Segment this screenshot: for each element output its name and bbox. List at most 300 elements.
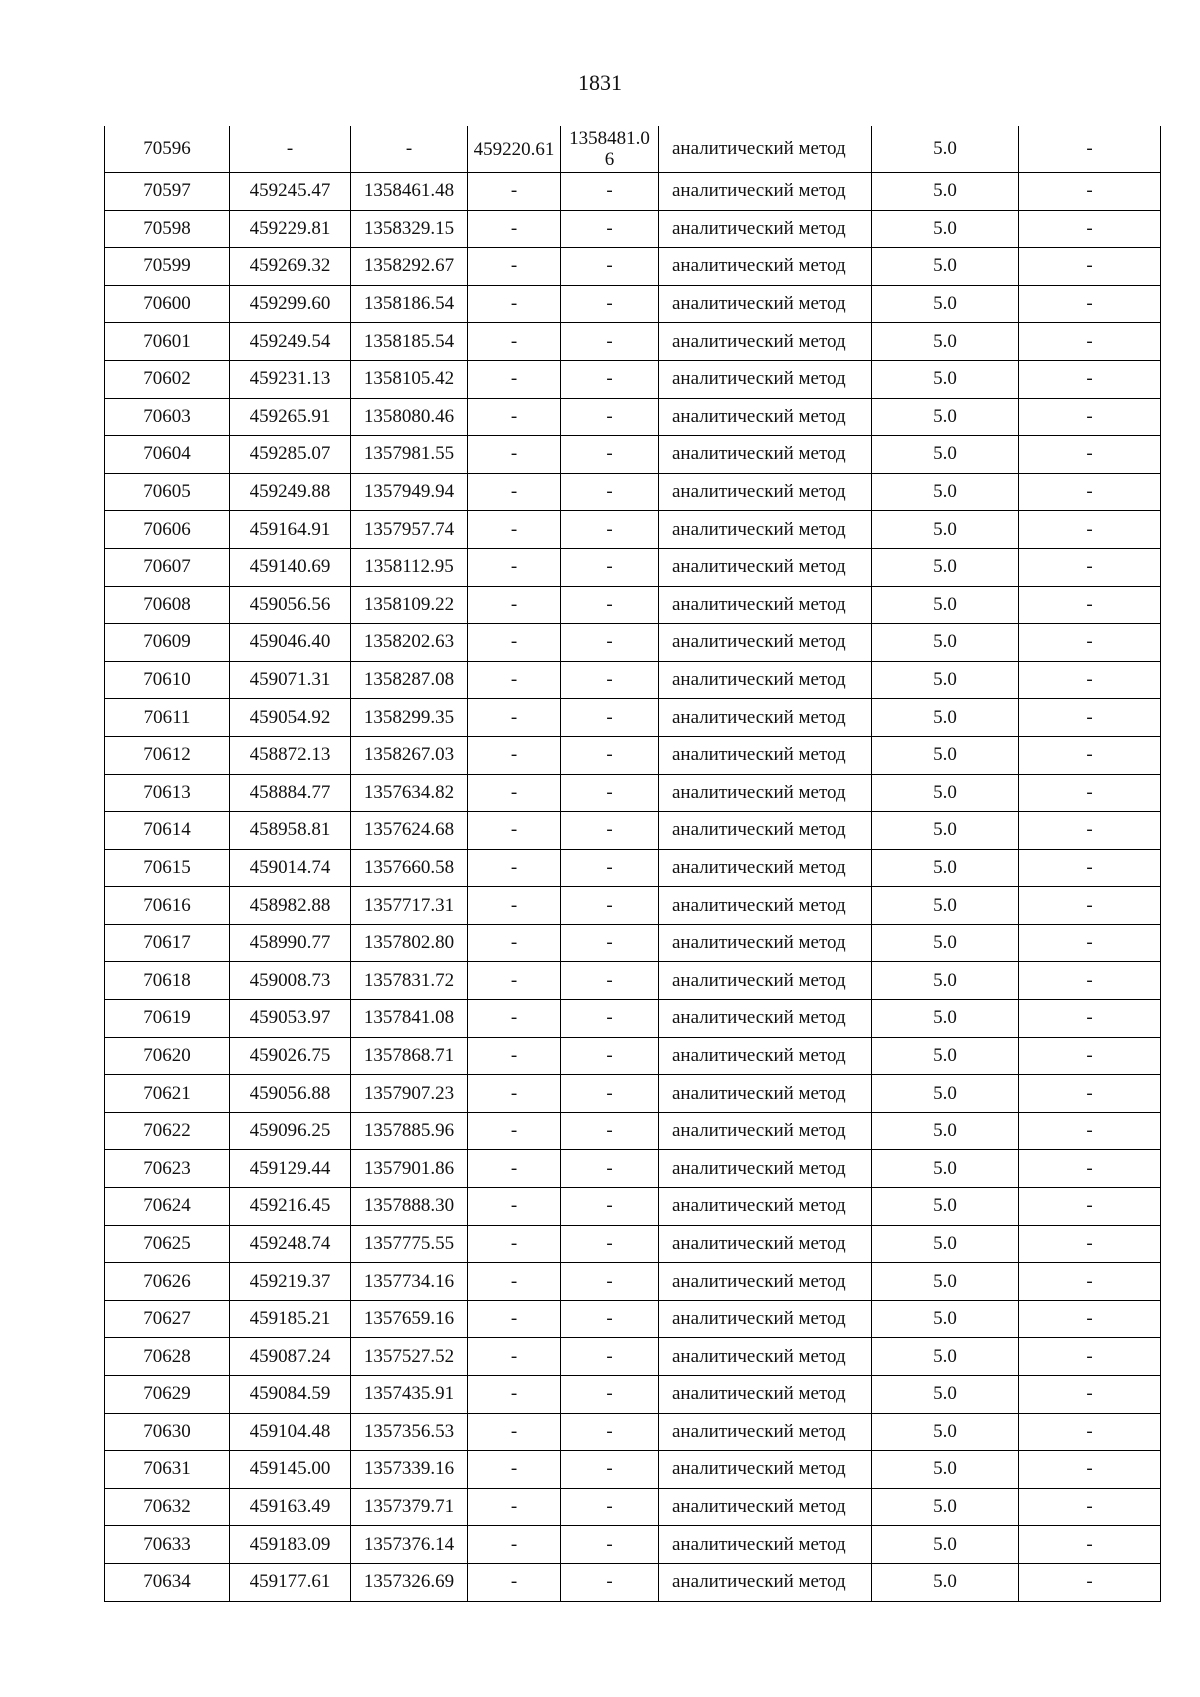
note-cell: -: [1019, 1526, 1161, 1564]
x-new-cell: -: [468, 1000, 561, 1038]
accuracy-cell: 5.0: [872, 699, 1019, 737]
x-coordinate-cell: 458884.77: [230, 774, 351, 812]
y-coordinate-cell: 1357356.53: [351, 1413, 468, 1451]
x-coordinate-cell: 459104.48: [230, 1413, 351, 1451]
accuracy-cell: 5.0: [872, 473, 1019, 511]
method-cell: аналитический метод: [659, 1000, 872, 1038]
x-coordinate-cell: 459285.07: [230, 436, 351, 474]
y-coordinate-cell: 1357981.55: [351, 436, 468, 474]
accuracy-cell: 5.0: [872, 736, 1019, 774]
y-new-cell: -: [561, 398, 659, 436]
y-new-cell: -: [561, 1150, 659, 1188]
method-cell: аналитический метод: [659, 1563, 872, 1601]
y-new-cell: -: [561, 1225, 659, 1263]
y-new-cell: -: [561, 849, 659, 887]
y-coordinate-cell: 1357885.96: [351, 1112, 468, 1150]
method-cell: аналитический метод: [659, 173, 872, 211]
y-new-cell: -: [561, 1300, 659, 1338]
note-cell: -: [1019, 1150, 1161, 1188]
method-cell: аналитический метод: [659, 248, 872, 286]
method-cell: аналитический метод: [659, 736, 872, 774]
note-cell: -: [1019, 699, 1161, 737]
x-coordinate-cell: 459129.44: [230, 1150, 351, 1188]
y-coordinate-cell: 1358109.22: [351, 586, 468, 624]
note-cell: -: [1019, 661, 1161, 699]
point-number-cell: 70600: [105, 285, 230, 323]
point-number-cell: 70619: [105, 1000, 230, 1038]
method-cell: аналитический метод: [659, 323, 872, 361]
x-coordinate-cell: 459269.32: [230, 248, 351, 286]
x-new-cell: -: [468, 1300, 561, 1338]
accuracy-cell: 5.0: [872, 173, 1019, 211]
table-row: [105, 586, 1161, 624]
y-coordinate-cell: 1357326.69: [351, 1563, 468, 1601]
table-row: [105, 1188, 1161, 1226]
y-new-cell: -: [561, 436, 659, 474]
accuracy-cell: 5.0: [872, 887, 1019, 925]
point-number-cell: 70608: [105, 586, 230, 624]
y-coordinate-cell: -: [351, 126, 468, 173]
method-cell: аналитический метод: [659, 586, 872, 624]
x-new-cell: -: [468, 624, 561, 662]
y-coordinate-cell: 1357435.91: [351, 1376, 468, 1414]
method-cell: аналитический метод: [659, 473, 872, 511]
point-number-cell: 70623: [105, 1150, 230, 1188]
y-new-cell: -: [561, 1000, 659, 1038]
note-cell: -: [1019, 1451, 1161, 1489]
x-new-cell: -: [468, 1112, 561, 1150]
accuracy-cell: 5.0: [872, 360, 1019, 398]
accuracy-cell: 5.0: [872, 1112, 1019, 1150]
note-cell: -: [1019, 210, 1161, 248]
y-coordinate-cell: 1358105.42: [351, 360, 468, 398]
y-new-cell: -: [561, 548, 659, 586]
accuracy-cell: 5.0: [872, 126, 1019, 173]
note-cell: -: [1019, 962, 1161, 1000]
table-row: [105, 436, 1161, 474]
y-coordinate-cell: 1357527.52: [351, 1338, 468, 1376]
accuracy-cell: 5.0: [872, 1526, 1019, 1564]
x-new-cell: -: [468, 1263, 561, 1301]
point-number-cell: 70609: [105, 624, 230, 662]
x-new-cell: -: [468, 511, 561, 549]
x-coordinate-cell: 459177.61: [230, 1563, 351, 1601]
method-cell: аналитический метод: [659, 126, 872, 173]
note-cell: -: [1019, 398, 1161, 436]
x-new-cell: -: [468, 436, 561, 474]
point-number-cell: 70618: [105, 962, 230, 1000]
note-cell: -: [1019, 1225, 1161, 1263]
table-row: [105, 173, 1161, 211]
point-number-cell: 70631: [105, 1451, 230, 1489]
x-coordinate-cell: 459299.60: [230, 285, 351, 323]
x-new-cell: -: [468, 1451, 561, 1489]
y-coordinate-cell: 1357734.16: [351, 1263, 468, 1301]
y-new-cell: -: [561, 1263, 659, 1301]
point-number-cell: 70632: [105, 1488, 230, 1526]
accuracy-cell: 5.0: [872, 1037, 1019, 1075]
note-cell: -: [1019, 360, 1161, 398]
note-cell: -: [1019, 1300, 1161, 1338]
accuracy-cell: 5.0: [872, 1413, 1019, 1451]
accuracy-cell: 5.0: [872, 1000, 1019, 1038]
point-number-cell: 70604: [105, 436, 230, 474]
table-row: [105, 1338, 1161, 1376]
method-cell: аналитический метод: [659, 398, 872, 436]
table-row: [105, 1075, 1161, 1113]
y-coordinate-cell: 1357775.55: [351, 1225, 468, 1263]
note-cell: -: [1019, 1413, 1161, 1451]
note-cell: -: [1019, 473, 1161, 511]
x-new-cell: -: [468, 1526, 561, 1564]
point-number-cell: 70624: [105, 1188, 230, 1226]
y-coordinate-cell: 1357339.16: [351, 1451, 468, 1489]
x-coordinate-cell: 459229.81: [230, 210, 351, 248]
note-cell: -: [1019, 736, 1161, 774]
y-new-cell: -: [561, 323, 659, 361]
y-coordinate-cell: 1357888.30: [351, 1188, 468, 1226]
table-row: [105, 887, 1161, 925]
x-coordinate-cell: 459026.75: [230, 1037, 351, 1075]
y-new-cell: -: [561, 1188, 659, 1226]
accuracy-cell: 5.0: [872, 924, 1019, 962]
accuracy-cell: 5.0: [872, 962, 1019, 1000]
note-cell: -: [1019, 1075, 1161, 1113]
point-number-cell: 70614: [105, 812, 230, 850]
accuracy-cell: 5.0: [872, 1488, 1019, 1526]
accuracy-cell: 5.0: [872, 812, 1019, 850]
method-cell: аналитический метод: [659, 1037, 872, 1075]
table-row: [105, 511, 1161, 549]
x-new-cell: -: [468, 1188, 561, 1226]
y-new-cell: -: [561, 586, 659, 624]
y-new-cell: -: [561, 962, 659, 1000]
note-cell: -: [1019, 511, 1161, 549]
method-cell: аналитический метод: [659, 812, 872, 850]
method-cell: аналитический метод: [659, 1112, 872, 1150]
table-row: [105, 1037, 1161, 1075]
y-new-cell: -: [561, 661, 659, 699]
accuracy-cell: 5.0: [872, 1300, 1019, 1338]
y-coordinate-cell: 1358202.63: [351, 624, 468, 662]
y-coordinate-cell: 1357868.71: [351, 1037, 468, 1075]
point-number-cell: 70628: [105, 1338, 230, 1376]
x-coordinate-cell: 459087.24: [230, 1338, 351, 1376]
accuracy-cell: 5.0: [872, 624, 1019, 662]
x-new-cell: -: [468, 1413, 561, 1451]
table-row: [105, 774, 1161, 812]
table-row: [105, 699, 1161, 737]
coordinates-table: [104, 126, 1161, 1602]
point-number-cell: 70630: [105, 1413, 230, 1451]
accuracy-cell: 5.0: [872, 1188, 1019, 1226]
x-new-cell: -: [468, 173, 561, 211]
table-row: [105, 924, 1161, 962]
note-cell: -: [1019, 285, 1161, 323]
y-new-cell: -: [561, 285, 659, 323]
x-new-cell: -: [468, 548, 561, 586]
method-cell: аналитический метод: [659, 849, 872, 887]
y-coordinate-cell: 1357379.71: [351, 1488, 468, 1526]
point-number-cell: 70621: [105, 1075, 230, 1113]
table-row: [105, 360, 1161, 398]
note-cell: -: [1019, 1338, 1161, 1376]
table-row: [105, 126, 1161, 173]
y-new-cell: -: [561, 624, 659, 662]
table-row: [105, 1000, 1161, 1038]
y-coordinate-cell: 1357949.94: [351, 473, 468, 511]
x-new-cell: -: [468, 699, 561, 737]
y-new-cell: -: [561, 248, 659, 286]
y-coordinate-cell: 1358287.08: [351, 661, 468, 699]
y-new-cell: -: [561, 473, 659, 511]
x-new-cell: -: [468, 398, 561, 436]
y-new-cell: -: [561, 1112, 659, 1150]
y-new-cell: -: [561, 1451, 659, 1489]
x-new-cell: -: [468, 1488, 561, 1526]
y-coordinate-cell: 1357634.82: [351, 774, 468, 812]
note-cell: -: [1019, 1563, 1161, 1601]
method-cell: аналитический метод: [659, 624, 872, 662]
y-coordinate-cell: 1357831.72: [351, 962, 468, 1000]
x-new-cell: -: [468, 473, 561, 511]
accuracy-cell: 5.0: [872, 586, 1019, 624]
y-coordinate-cell: 1358299.35: [351, 699, 468, 737]
point-number-cell: 70622: [105, 1112, 230, 1150]
point-number-cell: 70613: [105, 774, 230, 812]
y-coordinate-cell: 1357624.68: [351, 812, 468, 850]
point-number-cell: 70620: [105, 1037, 230, 1075]
y-new-cell: -: [561, 1488, 659, 1526]
x-coordinate-cell: 459084.59: [230, 1376, 351, 1414]
table-row: [105, 323, 1161, 361]
table-body: [105, 126, 1161, 1601]
x-coordinate-cell: 459014.74: [230, 849, 351, 887]
x-new-cell: -: [468, 661, 561, 699]
accuracy-cell: 5.0: [872, 1225, 1019, 1263]
accuracy-cell: 5.0: [872, 661, 1019, 699]
point-number-cell: 70601: [105, 323, 230, 361]
x-new-cell: -: [468, 248, 561, 286]
x-coordinate-cell: 459145.00: [230, 1451, 351, 1489]
x-coordinate-cell: 459053.97: [230, 1000, 351, 1038]
y-coordinate-cell: 1357659.16: [351, 1300, 468, 1338]
point-number-cell: 70616: [105, 887, 230, 925]
accuracy-cell: 5.0: [872, 248, 1019, 286]
y-new-cell: -: [561, 1376, 659, 1414]
x-coordinate-cell: 459231.13: [230, 360, 351, 398]
y-coordinate-cell: 1357802.80: [351, 924, 468, 962]
accuracy-cell: 5.0: [872, 511, 1019, 549]
y-coordinate-cell: 1357376.14: [351, 1526, 468, 1564]
method-cell: аналитический метод: [659, 1488, 872, 1526]
page-number: 1831: [578, 70, 622, 95]
y-new-cell: -: [561, 511, 659, 549]
note-cell: -: [1019, 1376, 1161, 1414]
x-new-cell: -: [468, 1037, 561, 1075]
x-coordinate-cell: 458872.13: [230, 736, 351, 774]
table-row: [105, 1225, 1161, 1263]
y-new-cell: -: [561, 1413, 659, 1451]
note-cell: -: [1019, 436, 1161, 474]
y-new-cell: -: [561, 1526, 659, 1564]
accuracy-cell: 5.0: [872, 285, 1019, 323]
method-cell: аналитический метод: [659, 774, 872, 812]
x-coordinate-cell: 459096.25: [230, 1112, 351, 1150]
note-cell: -: [1019, 173, 1161, 211]
y-coordinate-cell: 1357957.74: [351, 511, 468, 549]
table-row: [105, 1376, 1161, 1414]
note-cell: -: [1019, 1112, 1161, 1150]
method-cell: аналитический метод: [659, 699, 872, 737]
table-row: [105, 1451, 1161, 1489]
note-cell: -: [1019, 924, 1161, 962]
accuracy-cell: 5.0: [872, 774, 1019, 812]
table-row: [105, 812, 1161, 850]
x-coordinate-cell: 459216.45: [230, 1188, 351, 1226]
x-new-cell: -: [468, 812, 561, 850]
x-new-cell: -: [468, 962, 561, 1000]
point-number-cell: 70625: [105, 1225, 230, 1263]
point-number-cell: 70610: [105, 661, 230, 699]
accuracy-cell: 5.0: [872, 1451, 1019, 1489]
point-number-cell: 70605: [105, 473, 230, 511]
x-coordinate-cell: 459164.91: [230, 511, 351, 549]
accuracy-cell: 5.0: [872, 1263, 1019, 1301]
method-cell: аналитический метод: [659, 1300, 872, 1338]
y-coordinate-cell: 1357717.31: [351, 887, 468, 925]
table-row: [105, 210, 1161, 248]
table-row: [105, 548, 1161, 586]
method-cell: аналитический метод: [659, 285, 872, 323]
note-cell: -: [1019, 774, 1161, 812]
x-coordinate-cell: 459265.91: [230, 398, 351, 436]
method-cell: аналитический метод: [659, 511, 872, 549]
x-coordinate-cell: 458990.77: [230, 924, 351, 962]
table-row: [105, 661, 1161, 699]
y-coordinate-cell: 1357907.23: [351, 1075, 468, 1113]
y-new-cell: -: [561, 699, 659, 737]
table-row: [105, 473, 1161, 511]
y-new-cell: -: [561, 210, 659, 248]
method-cell: аналитический метод: [659, 962, 872, 1000]
x-coordinate-cell: 459008.73: [230, 962, 351, 1000]
method-cell: аналитический метод: [659, 1263, 872, 1301]
x-coordinate-cell: 459054.92: [230, 699, 351, 737]
method-cell: аналитический метод: [659, 1150, 872, 1188]
accuracy-cell: 5.0: [872, 436, 1019, 474]
point-number-cell: 70598: [105, 210, 230, 248]
x-new-cell: -: [468, 774, 561, 812]
x-new-cell: -: [468, 1075, 561, 1113]
x-coordinate-cell: 459071.31: [230, 661, 351, 699]
table-row: [105, 1413, 1161, 1451]
method-cell: аналитический метод: [659, 210, 872, 248]
note-cell: -: [1019, 586, 1161, 624]
note-cell: -: [1019, 548, 1161, 586]
y-new-cell: -: [561, 360, 659, 398]
y-new-cell: -: [561, 1075, 659, 1113]
x-new-cell: -: [468, 1338, 561, 1376]
y-coordinate-cell: 1358329.15: [351, 210, 468, 248]
method-cell: аналитический метод: [659, 1413, 872, 1451]
x-coordinate-cell: 459248.74: [230, 1225, 351, 1263]
note-cell: -: [1019, 1037, 1161, 1075]
note-cell: -: [1019, 1488, 1161, 1526]
accuracy-cell: 5.0: [872, 548, 1019, 586]
point-number-cell: 70626: [105, 1263, 230, 1301]
note-cell: -: [1019, 849, 1161, 887]
x-coordinate-cell: 459056.56: [230, 586, 351, 624]
table-row: [105, 1563, 1161, 1601]
table-row: [105, 962, 1161, 1000]
y-new-cell: -: [561, 774, 659, 812]
point-number-cell: 70607: [105, 548, 230, 586]
table-row: [105, 248, 1161, 286]
table-row: [105, 1150, 1161, 1188]
note-cell: -: [1019, 248, 1161, 286]
table-row: [105, 1300, 1161, 1338]
note-cell: -: [1019, 624, 1161, 662]
accuracy-cell: 5.0: [872, 849, 1019, 887]
table-row: [105, 849, 1161, 887]
x-new-cell: -: [468, 360, 561, 398]
note-cell: -: [1019, 1188, 1161, 1226]
x-coordinate-cell: 459163.49: [230, 1488, 351, 1526]
x-new-cell: 459220.61: [468, 126, 561, 173]
x-coordinate-cell: 459140.69: [230, 548, 351, 586]
point-number-cell: 70612: [105, 736, 230, 774]
y-new-cell: 1358481.06: [561, 126, 659, 173]
y-new-cell: -: [561, 1338, 659, 1376]
y-new-cell: -: [561, 1563, 659, 1601]
x-coordinate-cell: 459249.88: [230, 473, 351, 511]
x-coordinate-cell: 459046.40: [230, 624, 351, 662]
method-cell: аналитический метод: [659, 661, 872, 699]
method-cell: аналитический метод: [659, 1376, 872, 1414]
x-new-cell: -: [468, 849, 561, 887]
x-coordinate-cell: 459183.09: [230, 1526, 351, 1564]
x-new-cell: -: [468, 586, 561, 624]
x-coordinate-cell: 458958.81: [230, 812, 351, 850]
x-new-cell: -: [468, 887, 561, 925]
accuracy-cell: 5.0: [872, 1150, 1019, 1188]
point-number-cell: 70603: [105, 398, 230, 436]
accuracy-cell: 5.0: [872, 1376, 1019, 1414]
point-number-cell: 70629: [105, 1376, 230, 1414]
method-cell: аналитический метод: [659, 1188, 872, 1226]
point-number-cell: 70633: [105, 1526, 230, 1564]
y-new-cell: -: [561, 812, 659, 850]
point-number-cell: 70599: [105, 248, 230, 286]
x-coordinate-cell: 459249.54: [230, 323, 351, 361]
method-cell: аналитический метод: [659, 436, 872, 474]
x-new-cell: -: [468, 1150, 561, 1188]
x-coordinate-cell: 459245.47: [230, 173, 351, 211]
y-coordinate-cell: 1358185.54: [351, 323, 468, 361]
x-coordinate-cell: 458982.88: [230, 887, 351, 925]
point-number-cell: 70617: [105, 924, 230, 962]
x-new-cell: -: [468, 323, 561, 361]
y-coordinate-cell: 1358112.95: [351, 548, 468, 586]
table-row: [105, 624, 1161, 662]
method-cell: аналитический метод: [659, 548, 872, 586]
y-coordinate-cell: 1358292.67: [351, 248, 468, 286]
y-coordinate-cell: 1357841.08: [351, 1000, 468, 1038]
table-row: [105, 736, 1161, 774]
x-new-cell: -: [468, 1563, 561, 1601]
method-cell: аналитический метод: [659, 1225, 872, 1263]
